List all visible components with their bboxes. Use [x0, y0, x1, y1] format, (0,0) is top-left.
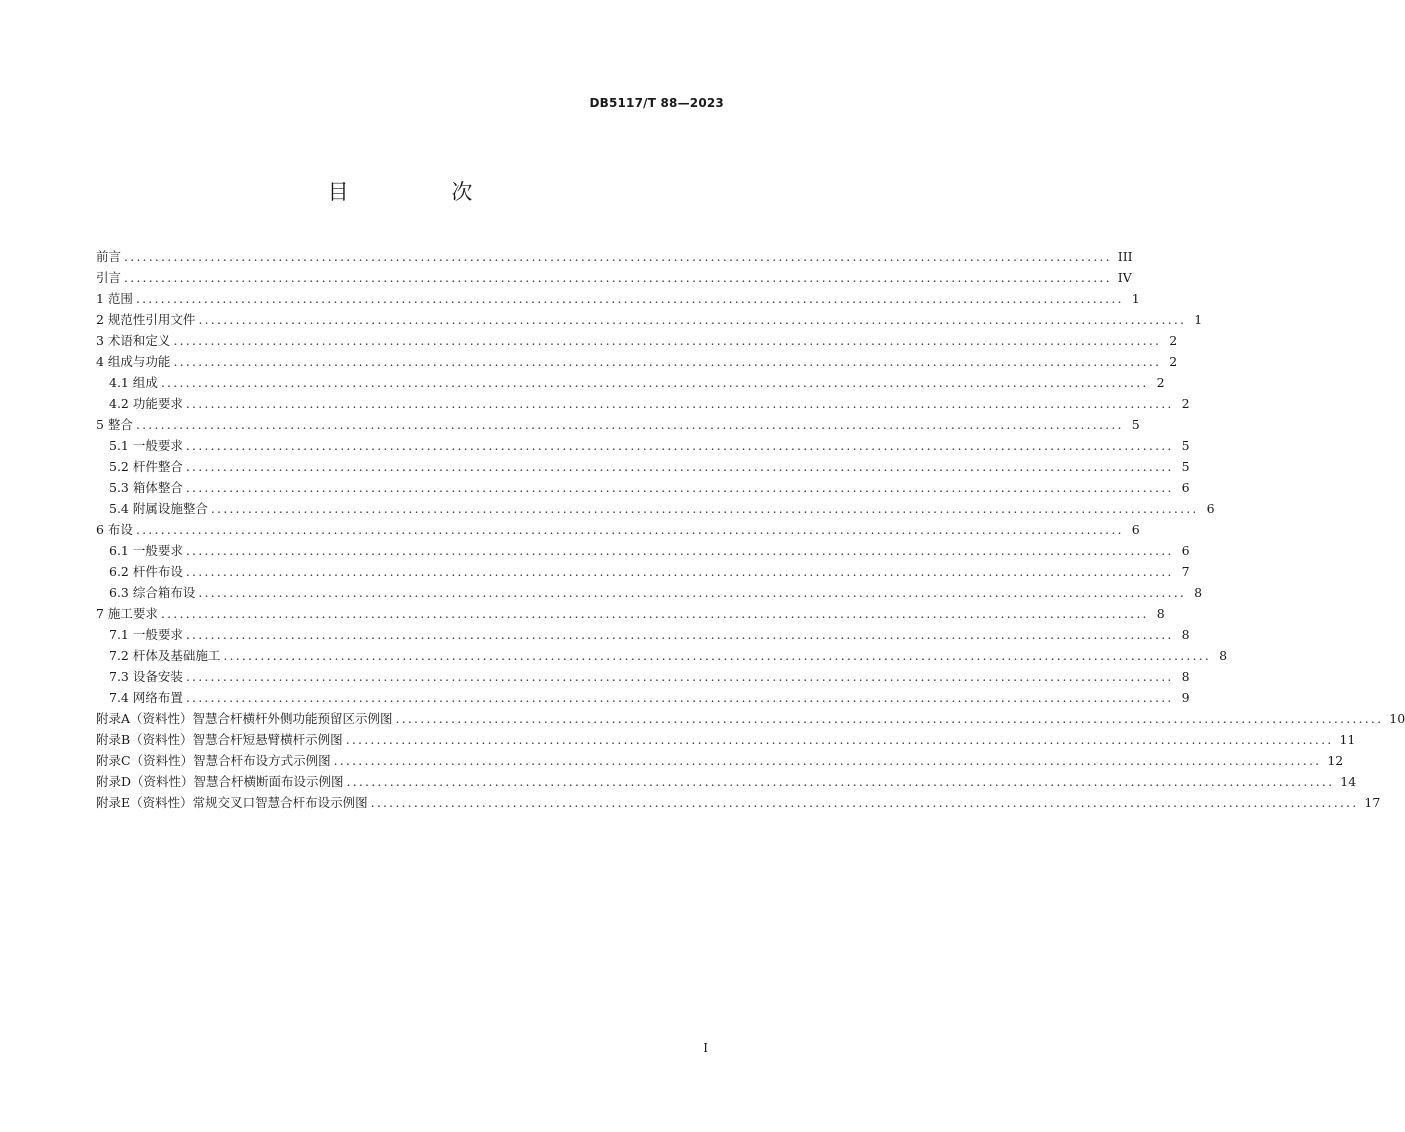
toc-entry-label: 附录B（资料性）智慧合杆短悬臂横杆示例图: [96, 732, 343, 747]
toc-entry-page: 5: [1181, 438, 1190, 453]
toc-entry-label: 附录A（资料性）智慧合杆横杆外侧功能预留区示例图: [96, 711, 393, 726]
toc-entry-label: 7 施工要求: [96, 606, 158, 621]
toc-entry-page: IV: [1117, 270, 1132, 285]
toc-entry-page: 5: [1131, 417, 1140, 432]
toc-entry-page: 1: [1131, 291, 1140, 306]
toc-leader-dots: ................................................................................................................................................................: [185, 543, 1174, 558]
toc-entry-page: 17: [1364, 795, 1381, 810]
toc-entry[interactable]: [96, 645, 1228, 666]
toc-entry-label: 4 组成与功能: [96, 354, 171, 369]
toc-entry-page: 6: [1181, 543, 1190, 558]
toc-leader-dots: ................................................................................................................................................................: [173, 354, 1162, 369]
toc-entry[interactable]: [96, 246, 1133, 267]
toc-entry-label: 6.3 综合箱布设: [109, 585, 196, 600]
toc-entry-label: 5.4 附属设施整合: [109, 501, 208, 516]
toc-entry-page: 8: [1156, 606, 1165, 621]
toc-entry-label: 附录C（资料性）智慧合杆布设方式示例图: [96, 753, 331, 768]
toc-entry-page: 14: [1340, 774, 1357, 789]
toc-leader-dots: ................................................................................................................................................................: [185, 564, 1174, 579]
toc-entry[interactable]: [96, 288, 1140, 309]
toc-entry[interactable]: [96, 687, 1190, 708]
toc-leader-dots: ................................................................................................................................................................: [124, 249, 1112, 264]
toc-entry[interactable]: [96, 708, 1405, 729]
page-number: I: [703, 1041, 708, 1055]
toc-entry-page: 8: [1181, 627, 1190, 642]
toc-entry[interactable]: [96, 750, 1344, 771]
toc-entry-label: 7.3 设备安装: [109, 669, 183, 684]
toc-entry-label: 7.4 网络布置: [109, 690, 183, 705]
toc-entry[interactable]: [96, 603, 1165, 624]
toc-entry-page: III: [1117, 249, 1133, 264]
toc-leader-dots: ................................................................................................................................................................: [185, 690, 1174, 705]
toc-entry[interactable]: [96, 792, 1381, 813]
toc-entry[interactable]: [96, 561, 1190, 582]
toc-entry-page: 2: [1156, 375, 1165, 390]
toc-entry-page: 2: [1169, 333, 1178, 348]
toc-leader-dots: ................................................................................................................................................................: [124, 270, 1112, 285]
toc-entry-label: 1 范围: [96, 291, 133, 306]
toc-entry-label: 5.3 箱体整合: [109, 480, 183, 495]
toc-entry[interactable]: [96, 393, 1190, 414]
toc-leader-dots: ................................................................................................................................................................: [160, 606, 1149, 621]
toc-entry-label: 附录E（资料性）常规交叉口智慧合杆布设示例图: [96, 795, 368, 810]
toc-entry[interactable]: [96, 309, 1203, 330]
toc-entry-label: 6.2 杆件布设: [109, 564, 183, 579]
toc-entry-label: 3 术语和定义: [96, 333, 171, 348]
toc-entry-label: 6.1 一般要求: [109, 543, 183, 558]
toc-entry[interactable]: [96, 624, 1190, 645]
table-of-contents: [96, 246, 1405, 813]
toc-entry-page: 6: [1131, 522, 1140, 537]
toc-entry-page: 8: [1219, 648, 1228, 663]
toc-entry-page: 10: [1389, 711, 1405, 726]
toc-entry[interactable]: [96, 540, 1190, 561]
document-code: DB5117/T 88—2023: [589, 96, 724, 110]
toc-entry-page: 8: [1194, 585, 1203, 600]
toc-entry[interactable]: [96, 267, 1132, 288]
toc-leader-dots: ................................................................................................................................................................: [346, 774, 1335, 789]
toc-leader-dots: ................................................................................................................................................................: [223, 648, 1212, 663]
toc-entry-page: 9: [1181, 690, 1190, 705]
toc-leader-dots: ................................................................................................................................................................: [345, 732, 1334, 747]
toc-leader-dots: ................................................................................................................................................................: [135, 522, 1124, 537]
toc-entry-label: 2 规范性引用文件: [96, 312, 196, 327]
toc-entry-page: 11: [1339, 732, 1356, 747]
toc-entry[interactable]: [96, 498, 1215, 519]
toc-entry-page: 2: [1181, 396, 1190, 411]
toc-entry[interactable]: [96, 582, 1203, 603]
toc-entry-label: 7.1 一般要求: [109, 627, 183, 642]
toc-entry-label: 引言: [96, 270, 122, 285]
toc-leader-dots: ................................................................................................................................................................: [185, 396, 1174, 411]
toc-entry[interactable]: [96, 414, 1140, 435]
toc-entry-label: 4.1 组成: [109, 375, 158, 390]
toc-entry-label: 7.2 杆体及基础施工: [109, 648, 221, 663]
toc-entry[interactable]: [96, 372, 1165, 393]
toc-entry-page: 1: [1194, 312, 1203, 327]
toc-entry-label: 附录D（资料性）智慧合杆横断面布设示例图: [96, 774, 344, 789]
toc-leader-dots: ................................................................................................................................................................: [185, 459, 1174, 474]
toc-entry[interactable]: [96, 351, 1178, 372]
toc-leader-dots: ................................................................................................................................................................: [185, 627, 1174, 642]
toc-entry-label: 5.2 杆件整合: [109, 459, 183, 474]
toc-entry-page: 6: [1206, 501, 1215, 516]
toc-entry-label: 前言: [96, 249, 122, 264]
toc-entry[interactable]: [96, 729, 1356, 750]
toc-entry-page: 2: [1169, 354, 1178, 369]
toc-entry[interactable]: [96, 477, 1190, 498]
toc-entry-label: 6 布设: [96, 522, 133, 537]
toc-leader-dots: ................................................................................................................................................................: [160, 375, 1149, 390]
toc-entry-page: 8: [1181, 669, 1190, 684]
toc-leader-dots: ................................................................................................................................................................: [333, 753, 1322, 768]
toc-leader-dots: ................................................................................................................................................................: [198, 585, 1187, 600]
toc-entry-page: 7: [1181, 564, 1190, 579]
toc-entry[interactable]: [96, 519, 1140, 540]
toc-entry[interactable]: [96, 771, 1357, 792]
toc-leader-dots: ................................................................................................................................................................: [135, 417, 1124, 432]
toc-entry-label: 5 整合: [96, 417, 133, 432]
toc-entry-page: 12: [1327, 753, 1344, 768]
toc-entry[interactable]: [96, 456, 1190, 477]
toc-leader-dots: ................................................................................................................................................................: [185, 669, 1174, 684]
page-title: 目 次: [327, 180, 521, 204]
toc-leader-dots: ................................................................................................................................................................: [210, 501, 1199, 516]
toc-leader-dots: ................................................................................................................................................................: [135, 291, 1124, 306]
toc-entry[interactable]: [96, 330, 1178, 351]
toc-leader-dots: ................................................................................................................................................................: [185, 438, 1174, 453]
toc-leader-dots: ................................................................................................................................................................: [370, 795, 1359, 810]
toc-entry-page: 6: [1181, 480, 1190, 495]
toc-leader-dots: ................................................................................................................................................................: [173, 333, 1162, 348]
toc-leader-dots: ................................................................................................................................................................: [198, 312, 1187, 327]
toc-entry[interactable]: [96, 666, 1190, 687]
toc-leader-dots: ................................................................................................................................................................: [185, 480, 1174, 495]
toc-leader-dots: ................................................................................................................................................................: [395, 711, 1384, 726]
toc-entry[interactable]: [96, 435, 1190, 456]
toc-entry-label: 5.1 一般要求: [109, 438, 183, 453]
toc-entry-page: 5: [1181, 459, 1190, 474]
toc-entry-label: 4.2 功能要求: [109, 396, 183, 411]
